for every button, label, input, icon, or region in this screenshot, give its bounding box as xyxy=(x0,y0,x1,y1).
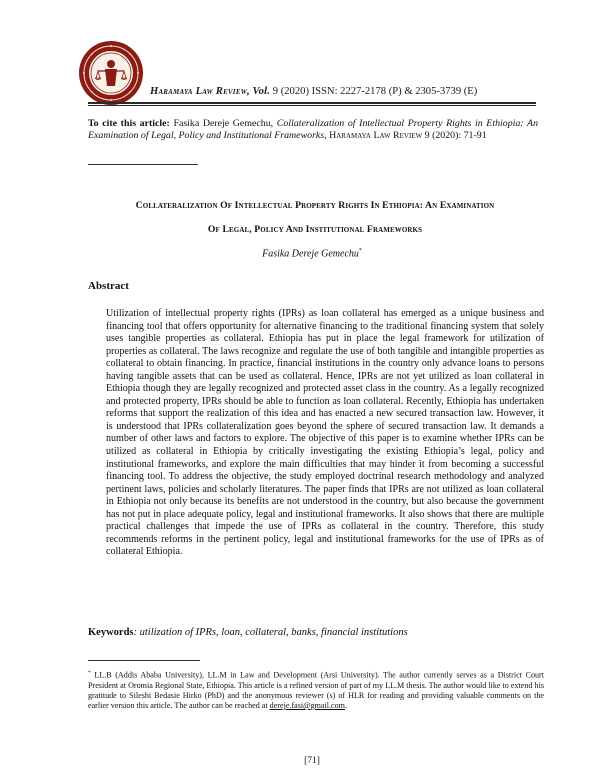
journal-volume-label: Vol. xyxy=(252,86,271,97)
journal-header xyxy=(150,86,477,97)
article-author xyxy=(0,248,600,259)
author-footnote-mark: * xyxy=(358,248,362,254)
header-rule xyxy=(88,102,536,106)
citation-author: Fasika Dereje Gemechu, xyxy=(173,118,274,129)
author-footnote xyxy=(88,668,544,711)
citation-block xyxy=(88,118,538,142)
citation-volume: 9 (2020): 71-91 xyxy=(424,130,487,142)
article-title-line-2: Of Legal, Policy And Institutional Frameworks xyxy=(207,224,423,235)
abstract-text: Utilization of intellectual property rights (IPRs) as loan collateral has emerged as a unique business and financing tool that offers opportunity for alternative financing to the traditional financing system that solely uses tangible properties as collateral. Ethiopia has put in place the legal framework for utilization of properties as collateral. The laws recognize and regulate the use of both tangible and intangible properties as collateral to obtain financing. In practice, financial institutions in the country only advance loans to persons having tangible assets that can be used as collateral. Hence, IPRs are not yet utilized as loan collateral in Ethiopia though they are legally recognized and protected asset class in the country. As a legally recognized and protected property, IPRs should be able to function as loan collateral. Recently, Ethiopia has undertaken reforms that support the realization of this idea and has enacted a new secured transaction law. However, it is understood that IPRs collateralization goes beyond the sphere of secured transaction law. It demands a number of other laws and factors to explore. The objective of this paper is to examine whether IPRs can be utilized as collateral in Ethiopia by critically investigating the existing Ethiopia’s legal, policy and institutional frameworks, and explore the main difficulties that may hinder it from becoming a successful financing tool. To address the objective, the study employed doctrinal research methodology and analyzed pertinent laws, policies and scholarly literatures. The paper finds that IPRs are not utilized as loan collateral in Ethiopia not only because its benefits are not understood in the country, but also because the government has not put in place adequate policy, legal and institutional frameworks. It also shows that there are multiple practical challenges that impede the use of IPRs as collateral in the country. Therefore, this study recommends reforms in the pertinent policy, legal and institutional frameworks for the use of IPRs as of collateral Ethiopia. xyxy=(106,308,544,558)
footnote-text: LL.B (Addis Ababa University), LL.M in Law and Development (Arsi University). The author currently serves as a District Court President at Oromia Regional State, Ethiopia. This article is a refined version of part of my LL.M thesis. The author would like to extend his gratitude to Sileshi Bedasie Hirko (PhD) and the anonymous reviewer (s) of HLR for reading and providing valuable comments on the earlier version this article. The author can be reached at xyxy=(88,670,544,710)
article-title-line-1: Collateralization Of Intellectual Property Rights In Ethiopia: An Examination xyxy=(135,200,495,211)
keywords-line xyxy=(88,627,408,638)
author-email-link[interactable]: dereje.fasi@gmail.com xyxy=(269,700,345,710)
citation-title: Collateralization of Intellectual Property Rights in Ethiopia: An Examination of Legal, Policy and Institutional Frameworks xyxy=(88,118,539,142)
university-seal-logo xyxy=(78,40,144,106)
author-name: Fasika Dereje Gemechu xyxy=(262,248,359,260)
keywords-values: : utilization of IPRs, loan, collateral, banks, financial institutions xyxy=(133,627,408,638)
article-title xyxy=(80,194,550,242)
citation-divider xyxy=(88,164,198,165)
journal-name: Haramaya Law Review, xyxy=(150,86,250,97)
abstract-heading: Abstract xyxy=(88,280,129,292)
citation-label: To cite this article: xyxy=(88,118,170,129)
footnote-divider xyxy=(88,660,200,661)
citation-journal: , Haramaya Law Review xyxy=(324,130,423,142)
footnote-mark: * xyxy=(88,670,91,676)
page-number: [71] xyxy=(304,756,320,766)
footnote-end: . xyxy=(344,700,348,710)
keywords-label: Keywords xyxy=(88,627,134,638)
journal-issue-info: 9 (2020) ISSN: 2227-2178 (P) & 2305-3739 (E) xyxy=(272,86,478,97)
